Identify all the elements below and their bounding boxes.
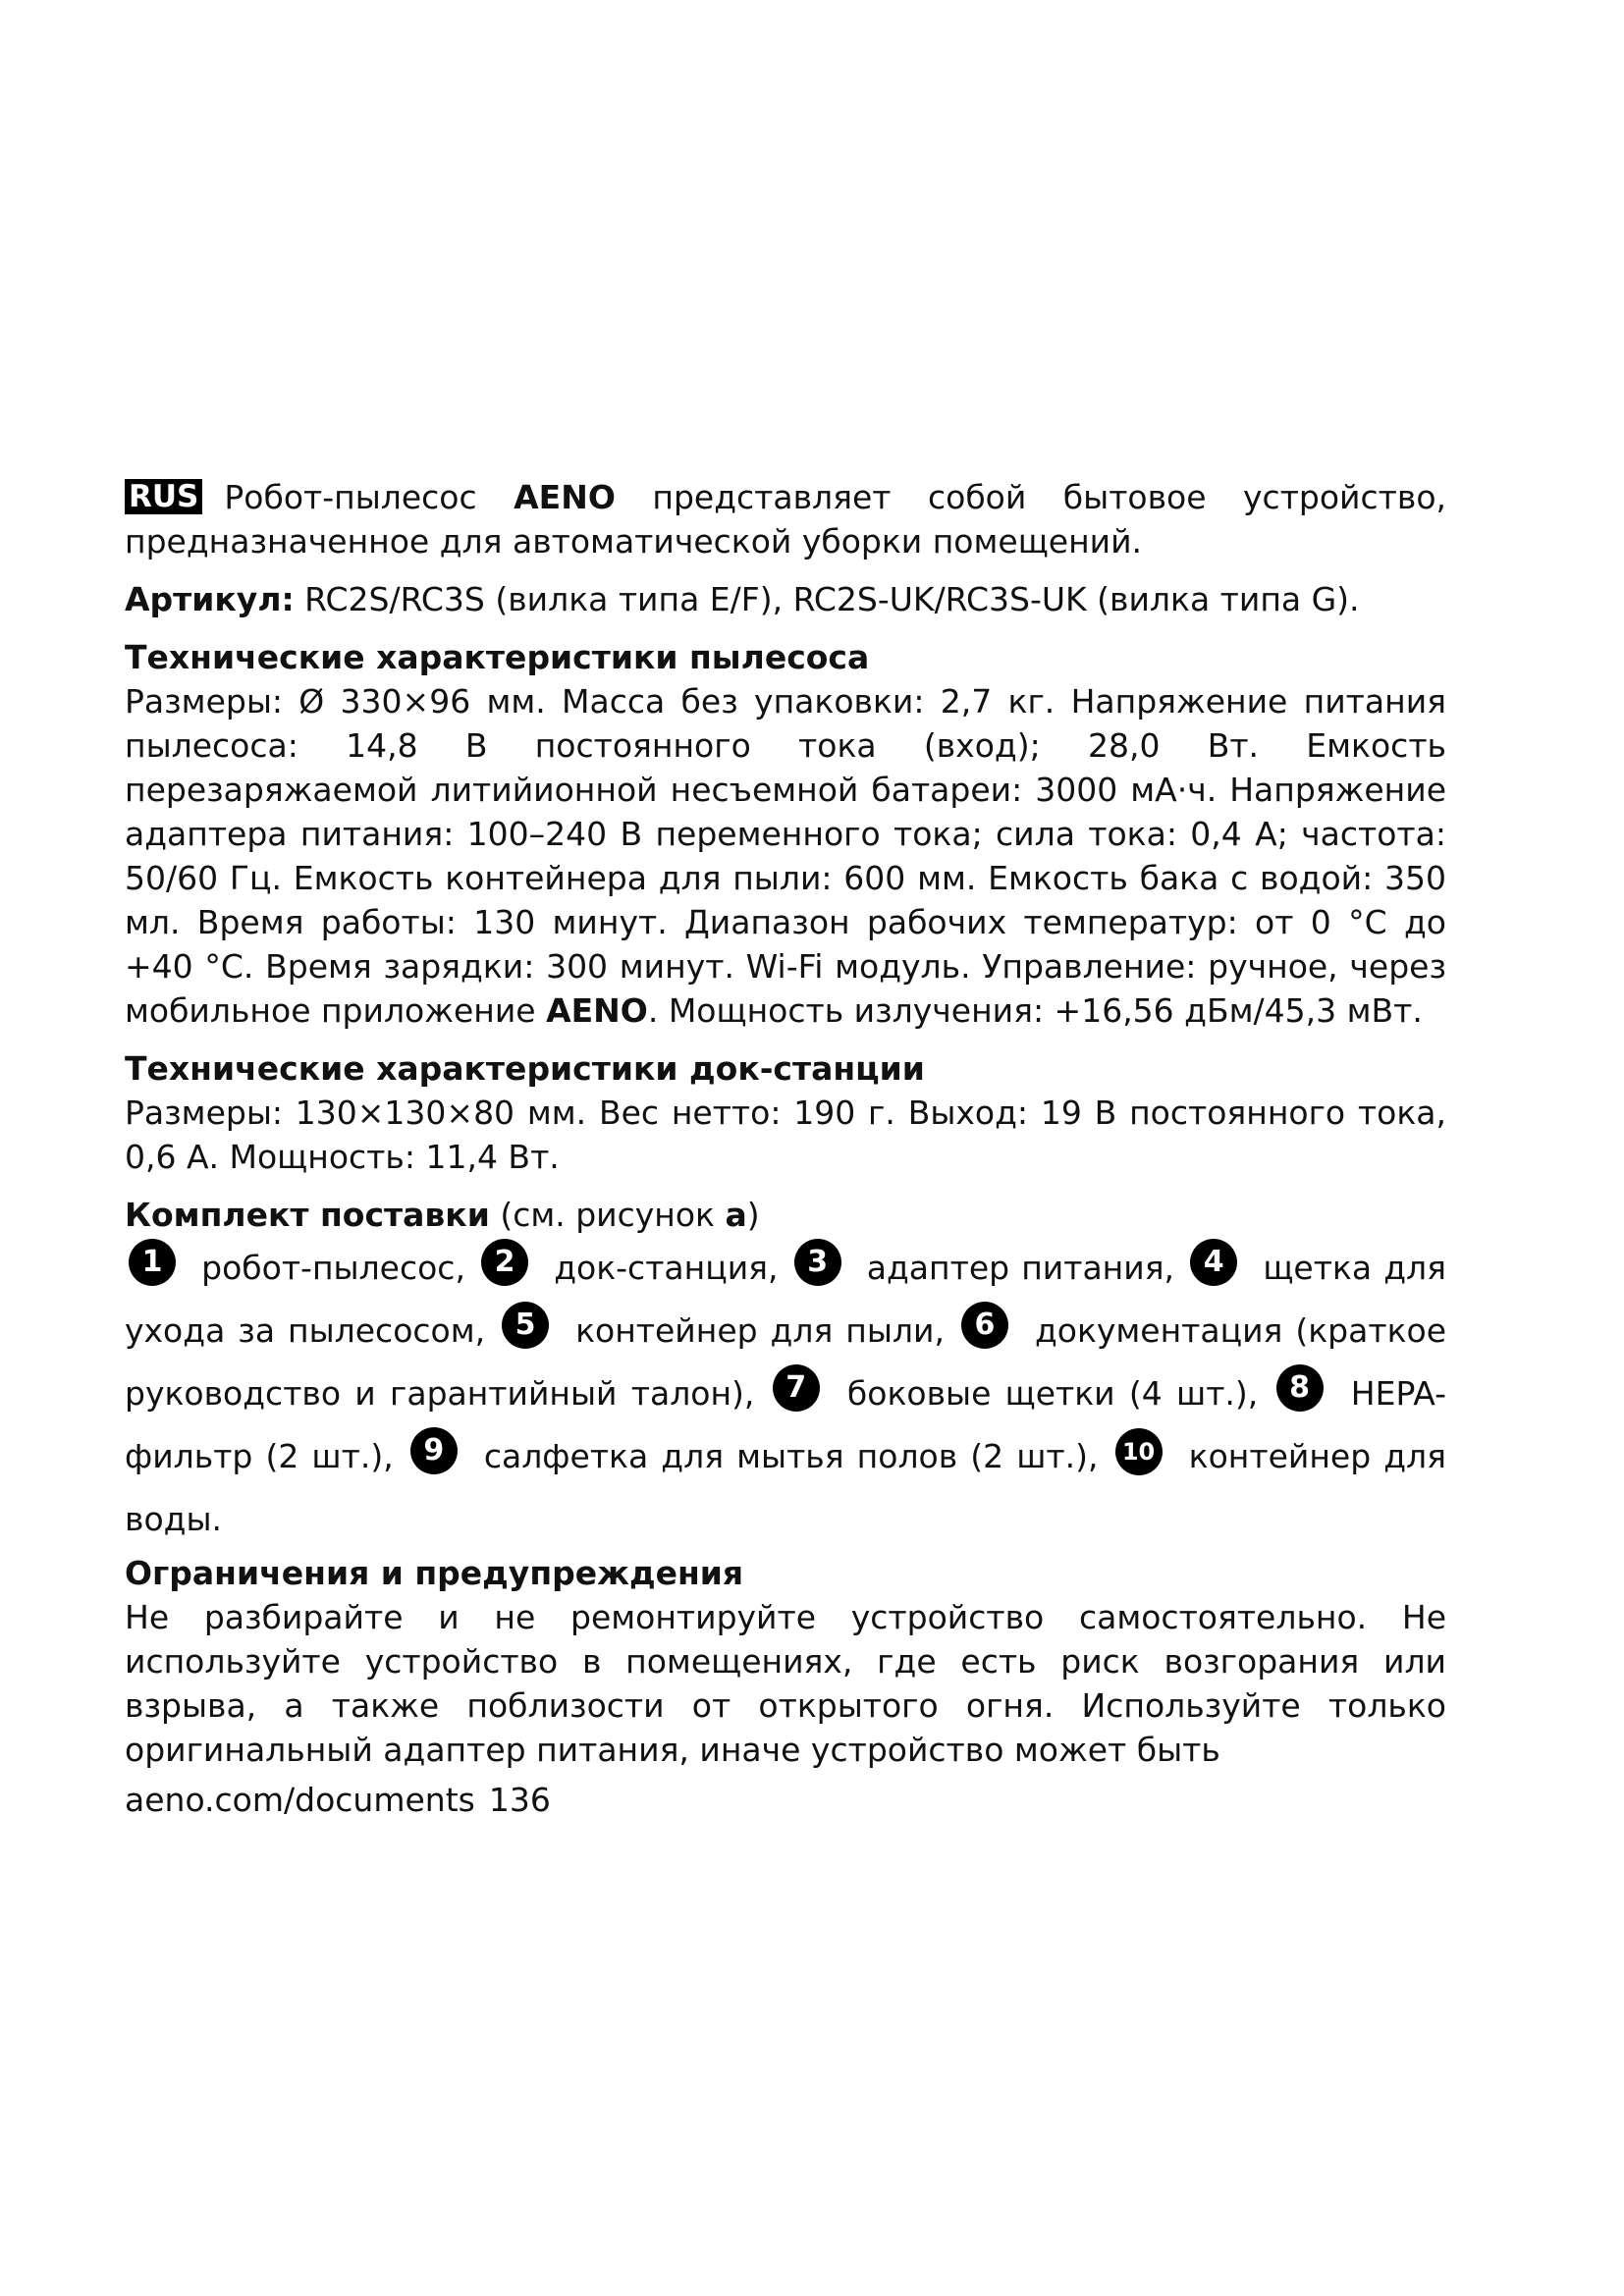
vacuum-specs-brand: AENO bbox=[546, 991, 648, 1030]
kit-item: боковые щетки (4 шт.), bbox=[833, 1374, 1272, 1413]
kit-number-badge: 9 bbox=[410, 1427, 458, 1474]
kit-item: док-станция, bbox=[542, 1249, 790, 1287]
vacuum-specs-text bbox=[125, 679, 1446, 1033]
kit-item: салфетка для мытья полов (2 шт.), bbox=[470, 1437, 1111, 1475]
kit-item: документация (краткое руководство и гарантийный талон), bbox=[125, 1311, 1446, 1413]
article-label: Артикул: bbox=[125, 580, 295, 618]
vacuum-specs-heading: Технические характеристики пылесоса bbox=[125, 638, 870, 676]
warnings-text: Не разбирайте и не ремонтируйте устройство самостоятельно. Не используйте устройство в помещениях, где есть риск возгорания или взрыва, а также поблизости от открытого огня. Используйте только оригинальный адаптер питания, иначе устройство может быть bbox=[125, 1598, 1446, 1769]
kit-number-badge: 1 bbox=[129, 1239, 176, 1286]
kit-item: щетка для ухода за пылесосом, bbox=[125, 1249, 1446, 1350]
warnings-heading: Ограничения и предупреждения bbox=[125, 1554, 744, 1592]
kit-number-badge: 2 bbox=[481, 1239, 528, 1286]
document-page bbox=[125, 475, 1446, 1822]
article-value: RC2S/RC3S (вилка типа E/F), RC2S-UK/RC3S-UK (вилка типа G). bbox=[294, 580, 1360, 618]
footer-url: aeno.com/documents bbox=[125, 1781, 475, 1819]
intro-paragraph bbox=[125, 475, 1446, 563]
kit-number-badge: 10 bbox=[1115, 1428, 1163, 1475]
intro-brand: AENO bbox=[514, 478, 616, 516]
page-number: 136 bbox=[488, 1781, 551, 1819]
article-line bbox=[125, 577, 1446, 621]
dock-specs-text: Размеры: 130×130×80 мм. Вес нетто: 190 г. Выход: 19 В постоянного тока, 0,6 А. Мощность: 11,4 Вт. bbox=[125, 1094, 1446, 1176]
kit-number-badge: 8 bbox=[1276, 1364, 1324, 1412]
kit-list bbox=[125, 1237, 1446, 1551]
kit-number-badge: 4 bbox=[1190, 1239, 1237, 1286]
intro-text-before: Робот-пылесос bbox=[224, 478, 514, 516]
kit-note-letter: а bbox=[725, 1196, 747, 1234]
page-footer bbox=[125, 1778, 1446, 1822]
kit-item: HEPA-фильтр (2 шт.), bbox=[125, 1374, 1446, 1475]
language-badge: RUS bbox=[125, 479, 202, 514]
kit-number-badge: 7 bbox=[773, 1364, 820, 1412]
kit-number-badge: 6 bbox=[961, 1302, 1008, 1349]
kit-note-after: ) bbox=[746, 1196, 760, 1234]
kit-note-before: (см. рисунок bbox=[489, 1196, 726, 1234]
intro-text-after: представляет собой бытовое устройство, предназначенное для автоматической уборки помещений. bbox=[125, 478, 1446, 561]
kit-item: адаптер питания, bbox=[854, 1249, 1187, 1287]
kit-heading-line bbox=[125, 1193, 1446, 1237]
vacuum-specs-text-after: . Мощность излучения: +16,56 дБм/45,3 мВт. bbox=[647, 991, 1423, 1030]
kit-item: робот-пылесос, bbox=[189, 1249, 478, 1287]
kit-number-badge: 5 bbox=[502, 1302, 549, 1349]
kit-heading: Комплект поставки bbox=[125, 1196, 490, 1234]
kit-number-badge: 3 bbox=[794, 1239, 841, 1286]
dock-specs-heading: Технические характеристики док-станции bbox=[125, 1049, 925, 1088]
kit-item: контейнер для воды. bbox=[125, 1437, 1446, 1538]
kit-item: контейнер для пыли, bbox=[563, 1311, 957, 1350]
vacuum-specs-text-before: Размеры: Ø 330×96 мм. Масса без упаковки: 2,7 кг. Напряжение питания пылесоса: 14,8 В постоянного тока (вход); 28,0 Вт. Емкость перезаряжаемой литийионной несъемной батареи: 3000 мА·ч. Напряжение адаптера питания: 100–240 В переменного тока; сила тока: 0,4 А; частота: 50/60 Гц. Емкость контейнера для пыли: 600 мм. Емкость бака с водой: 350 мл. Время работы: 130 минут. Диапазон рабочих температур: от 0 °C до +40 °C. Время зарядки: 300 минут. Wi-Fi модуль. Управление: ручное, через мобильное приложение bbox=[125, 682, 1446, 1030]
